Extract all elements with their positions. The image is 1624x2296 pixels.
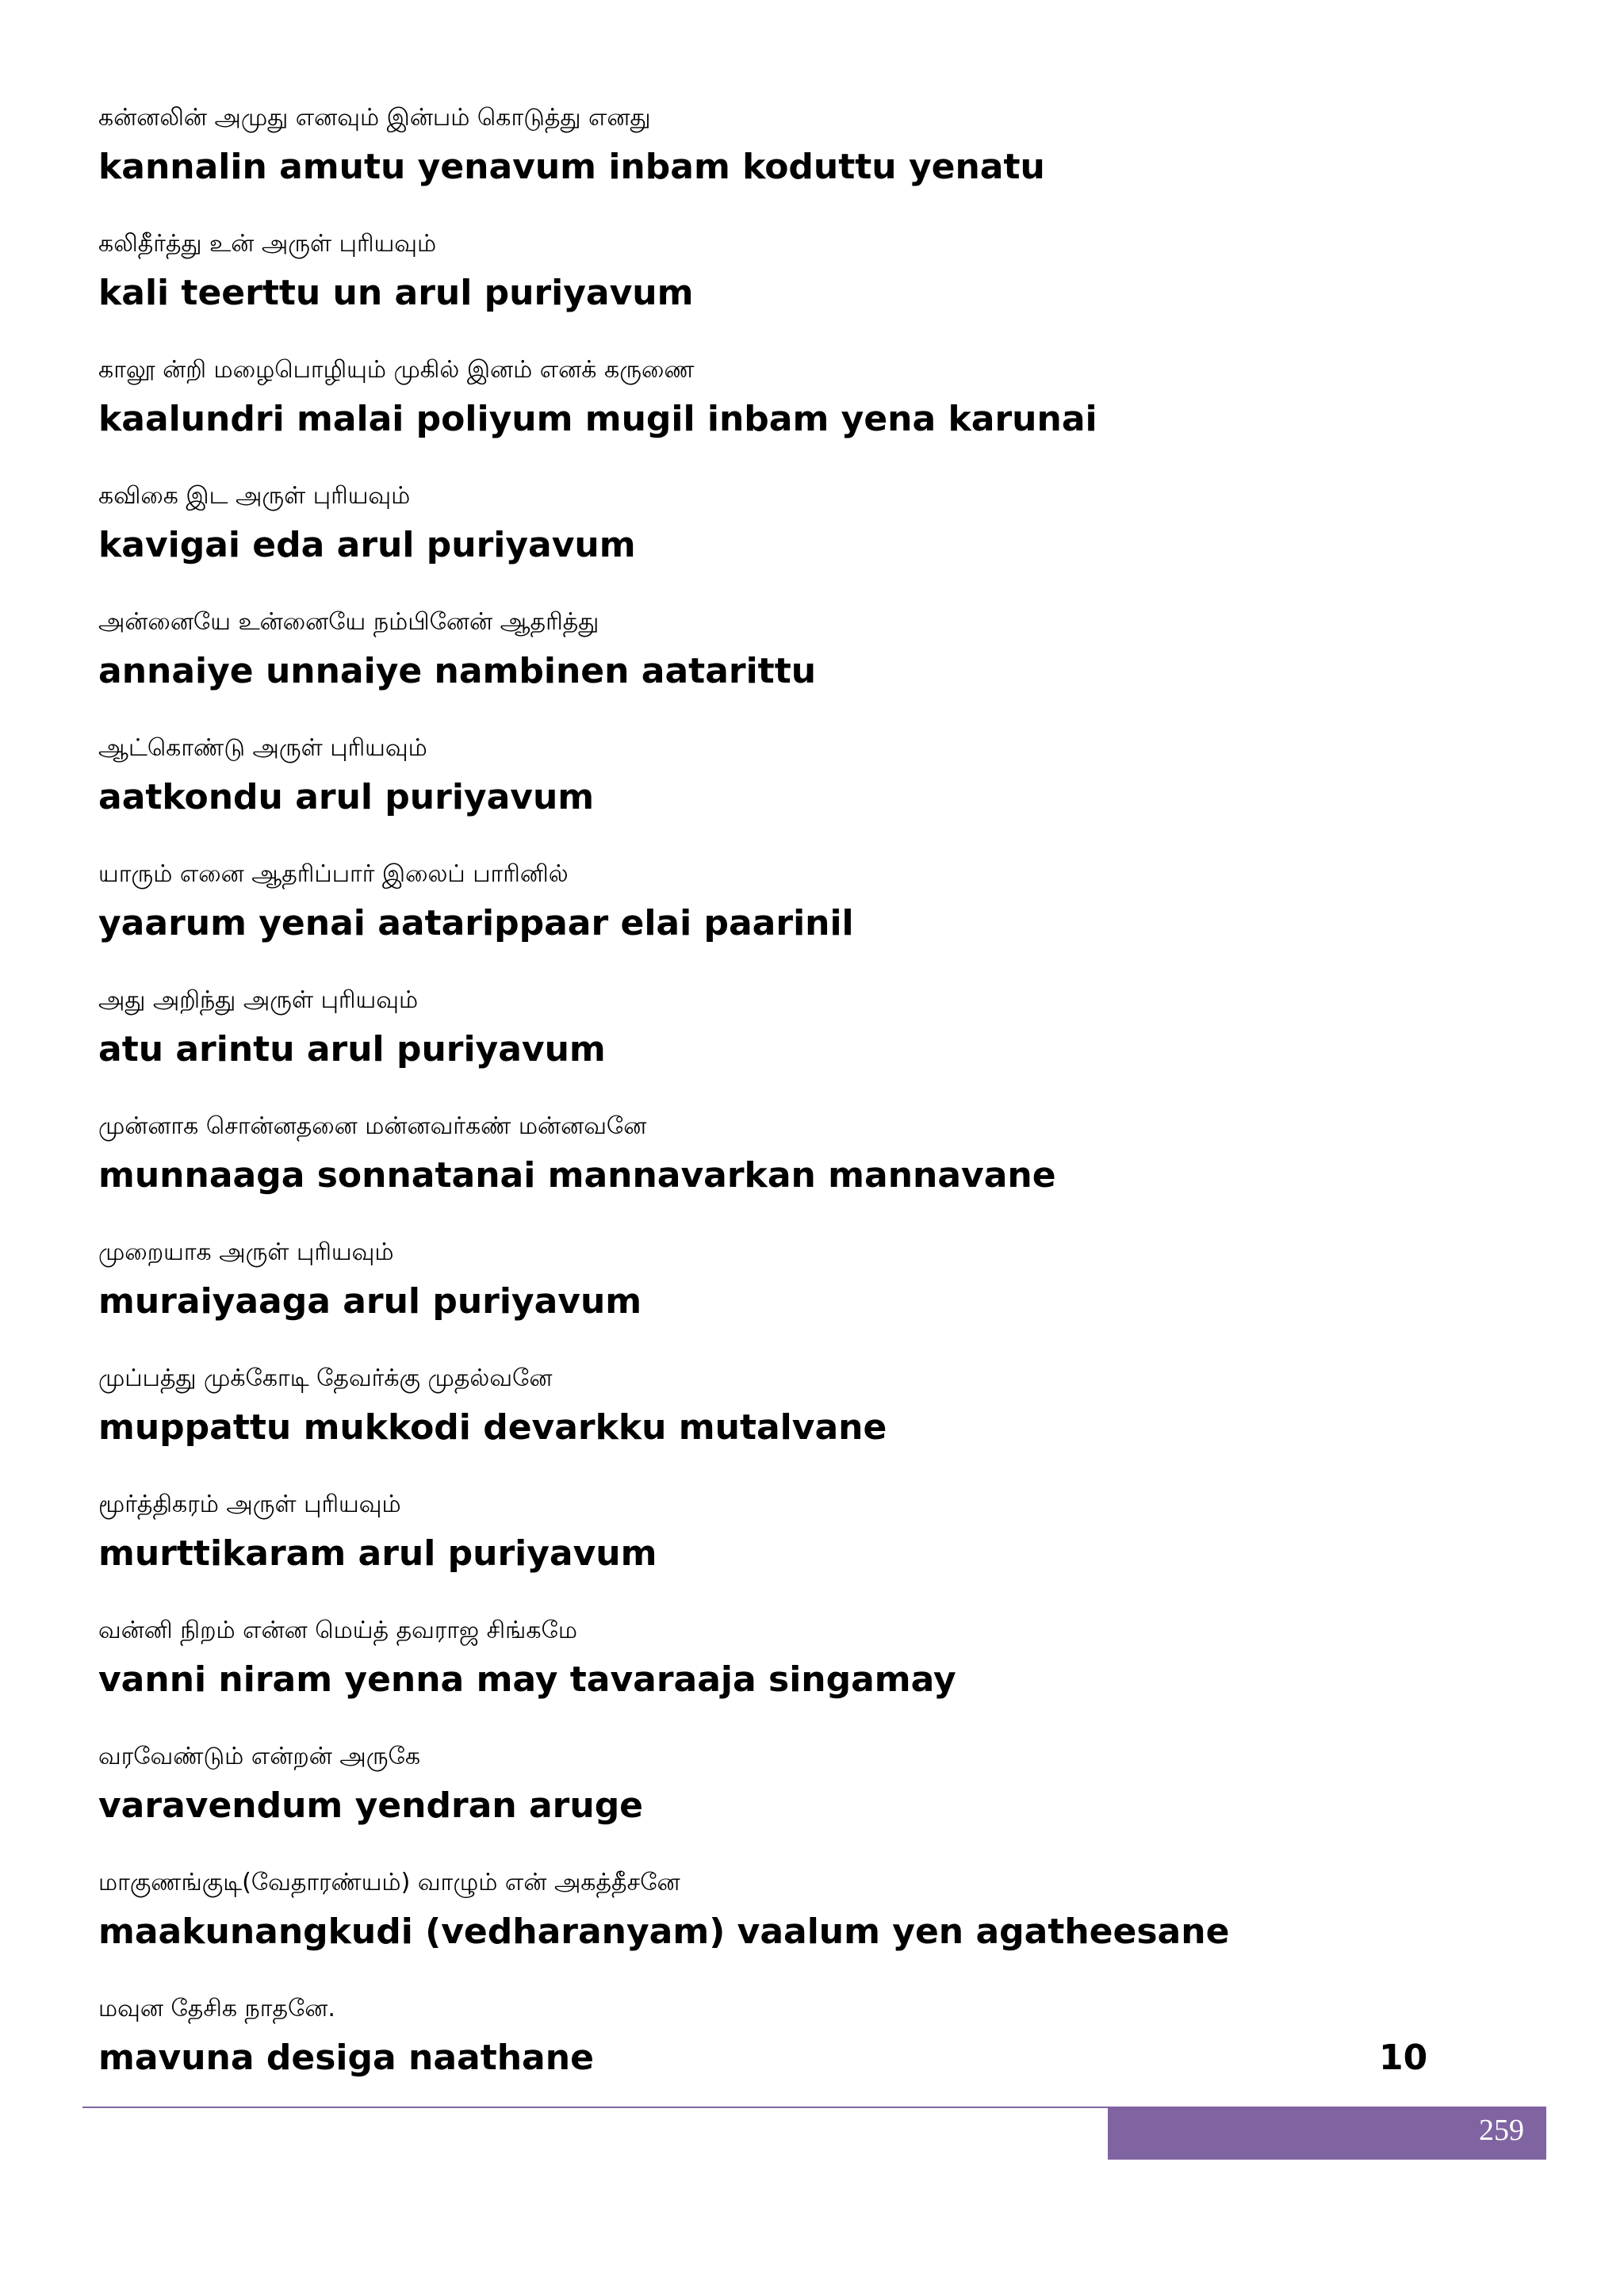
tamil-line: கவிகை இட அருள் புரியவும் [98,482,411,510]
tamil-line: காலூ ன்றி மழைபொழியும் முகில் இனம் எனக் கருணை [98,356,695,384]
verse-line [98,478,1446,576]
transliteration-line: munnaaga sonnatanai mannavarkan mannavane [98,1155,1056,1196]
tamil-line: மூர்த்திகரம் அருள் புரியவும் [98,1490,401,1518]
transliteration-line: maakunangkudi (vedharanyam) vaalum yen agatheesane [98,1911,1230,1952]
page-number-box [1108,2108,1546,2160]
verse-line [98,730,1446,828]
tamil-line: முன்னாக சொன்னதனை மன்னவர்கண் மன்னவனே [98,1112,647,1140]
tamil-line: அன்னையே உன்னையே நம்பினேன் ஆதரித்து [98,608,599,636]
transliteration-line: mavuna desiga naathane [98,2038,594,2078]
transliteration-line: kali teerttu un arul puriyavum [98,273,694,313]
tamil-line: யாரும் எனை ஆதரிப்பார் இலைப் பாரினில் [98,860,569,888]
transliteration-line: atu arintu arul puriyavum [98,1029,606,1070]
tamil-line: மவுன தேசிக நாதனே. [98,1995,335,2022]
verse-line [98,226,1446,324]
transliteration-line: kannalin amutu yenavum inbam koduttu yenatu [98,147,1045,187]
verse-line [98,1991,1446,2089]
tamil-line: கன்னலின் அமுது எனவும் இன்பம் கொடுத்து எனது [98,104,651,132]
verse-line [98,100,1446,198]
transliteration-line: muraiyaaga arul puriyavum [98,1281,642,1322]
verse-line [98,1739,1446,1837]
verse-line [98,1108,1446,1207]
tamil-line: வரவேண்டும் என்றன் அருகே [98,1743,421,1770]
transliteration-line: murttikaram arul puriyavum [98,1533,657,1574]
tamil-line: முறையாக அருள் புரியவும் [98,1238,394,1266]
tamil-line: அது அறிந்து அருள் புரியவும் [98,986,419,1014]
verse-line [98,856,1446,955]
tamil-line: கலிதீர்த்து உன் அருள் புரியவும் [98,230,437,258]
transliteration-line: yaarum yenai aatarippaar elai paarinil [98,903,854,943]
transliteration-line: aatkondu arul puriyavum [98,777,595,817]
verse-number: 10 [1379,2038,1428,2078]
transliteration-line: vanni niram yenna may tavaraaja singamay [98,1659,956,1700]
verse-line [98,604,1446,702]
verse-line [98,352,1446,450]
verse-line [98,1613,1446,1711]
transliteration-line: kaalundri malai poliyum mugil inbam yena karunai [98,399,1097,439]
verse-line [98,1865,1446,1963]
tamil-line: ஆட்கொண்டு அருள் புரியவும் [98,734,427,762]
verse-line [98,1487,1446,1585]
transliteration-line: varavendum yendran aruge [98,1785,644,1826]
page-number: 259 [1479,2114,1524,2147]
transliteration-line: kavigai eda arul puriyavum [98,525,636,565]
verse-line [98,1234,1446,1333]
tamil-line: முப்பத்து முக்கோடி தேவர்க்கு முதல்வனே [98,1364,553,1392]
tamil-line: வன்னி நிறம் என்ன மெய்த் தவராஜ சிங்கமே [98,1617,577,1644]
transliteration-line: annaiye unnaiye nambinen aatarittu [98,651,817,691]
verse-line [98,982,1446,1081]
verse-list [98,100,1446,2117]
transliteration-line: muppattu mukkodi devarkku mutalvane [98,1407,887,1448]
tamil-line: மாகுணங்குடி(வேதாரண்யம்) வாழும் என் அகத்தீசனே [98,1869,680,1896]
verse-line [98,1360,1446,1459]
